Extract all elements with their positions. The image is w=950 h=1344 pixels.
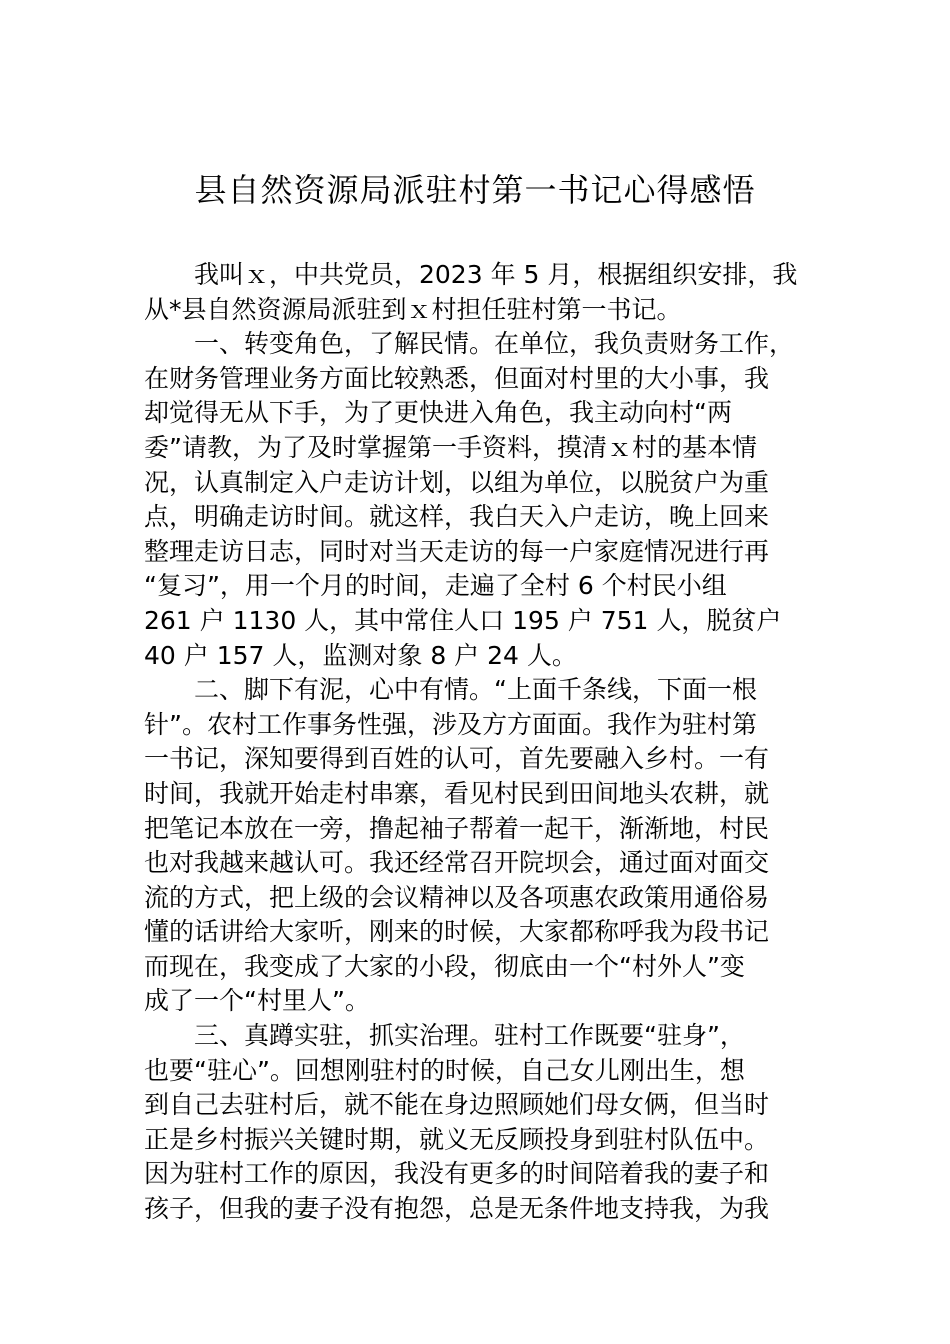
body-line: 261 户 1130 人，其中常住人口 195 户 751 人，脱贫户: [144, 605, 782, 635]
document-title: 县自然资源局派驻村第一书记心得感悟: [194, 171, 756, 209]
body-line: 点，明确走访时间。就这样，我白天入户走访，晚上回来: [144, 502, 770, 532]
body-line: 流的方式，把上级的会议精神以及各项惠农政策用通俗易: [144, 882, 770, 912]
body-line: 因为驻村工作的原因，我没有更多的时间陪着我的妻子和: [144, 1159, 770, 1189]
body-line: 40 户 157 人，监测对象 8 户 24 人。: [144, 640, 577, 670]
body-line: 针”。农村工作事务性强，涉及方方面面。我作为驻村第: [144, 709, 757, 739]
body-line: 从*县自然资源局派驻到ｘ村担任驻村第一书记。: [144, 294, 682, 324]
body-line: 时间，我就开始走村串寨，看见村民到田间地头农耕，就: [144, 778, 770, 808]
body-line: 委”请教，为了及时掌握第一手资料，摸清ｘ村的基本情: [144, 432, 757, 462]
body-line: 到自己去驻村后，就不能在身边照顾她们母女俩，但当时: [144, 1090, 770, 1120]
body-line: 况，认真制定入户走访计划，以组为单位，以脱贫户为重: [144, 467, 770, 497]
body-line: 也对我越来越认可。我还经常召开院坝会，通过面对面交: [144, 848, 770, 878]
body-line: 成了一个“村里人”。: [144, 986, 370, 1016]
body-line: 孩子，但我的妻子没有抱怨，总是无条件地支持我，为我: [144, 1194, 770, 1224]
body-line: 三、真蹲实驻，抓实治理。驻村工作既要“驻身”，: [194, 1021, 745, 1051]
body-line: 我叫ｘ，中共党员，2023 年 5 月，根据组织安排，我: [194, 260, 798, 289]
body-line: 而现在，我变成了大家的小段，彻底由一个“村外人”变: [144, 951, 745, 981]
body-line: 一、转变角色，了解民情。在单位，我负责财务工作，: [194, 329, 795, 359]
body-line: 把笔记本放在一旁，撸起袖子帮着一起干，渐渐地，村民: [144, 813, 770, 843]
document-body: [144, 258, 824, 1227]
body-line: 整理走访日志，同时对当天走访的每一户家庭情况进行再: [144, 536, 770, 566]
body-line: 二、脚下有泥，心中有情。“上面千条线，下面一根: [194, 675, 757, 705]
body-line: “复习”，用一个月的时间，走遍了全村 6 个村民小组: [144, 571, 727, 601]
body-line: 懂的话讲给大家听，刚来的时候，大家都称呼我为段书记: [144, 917, 770, 947]
body-line: 也要“驻心”。回想刚驻村的时候，自己女儿刚出生，想: [144, 1055, 745, 1085]
body-line: 在财务管理业务方面比较熟悉，但面对村里的大小事，我: [144, 363, 770, 393]
body-line: 却觉得无从下手，为了更快进入角色，我主动向村“两: [144, 398, 732, 428]
body-line: 一书记，深知要得到百姓的认可，首先要融入乡村。一有: [144, 744, 770, 774]
body-line: 正是乡村振兴关键时期，就义无反顾投身到驻村队伍中。: [144, 1124, 770, 1154]
